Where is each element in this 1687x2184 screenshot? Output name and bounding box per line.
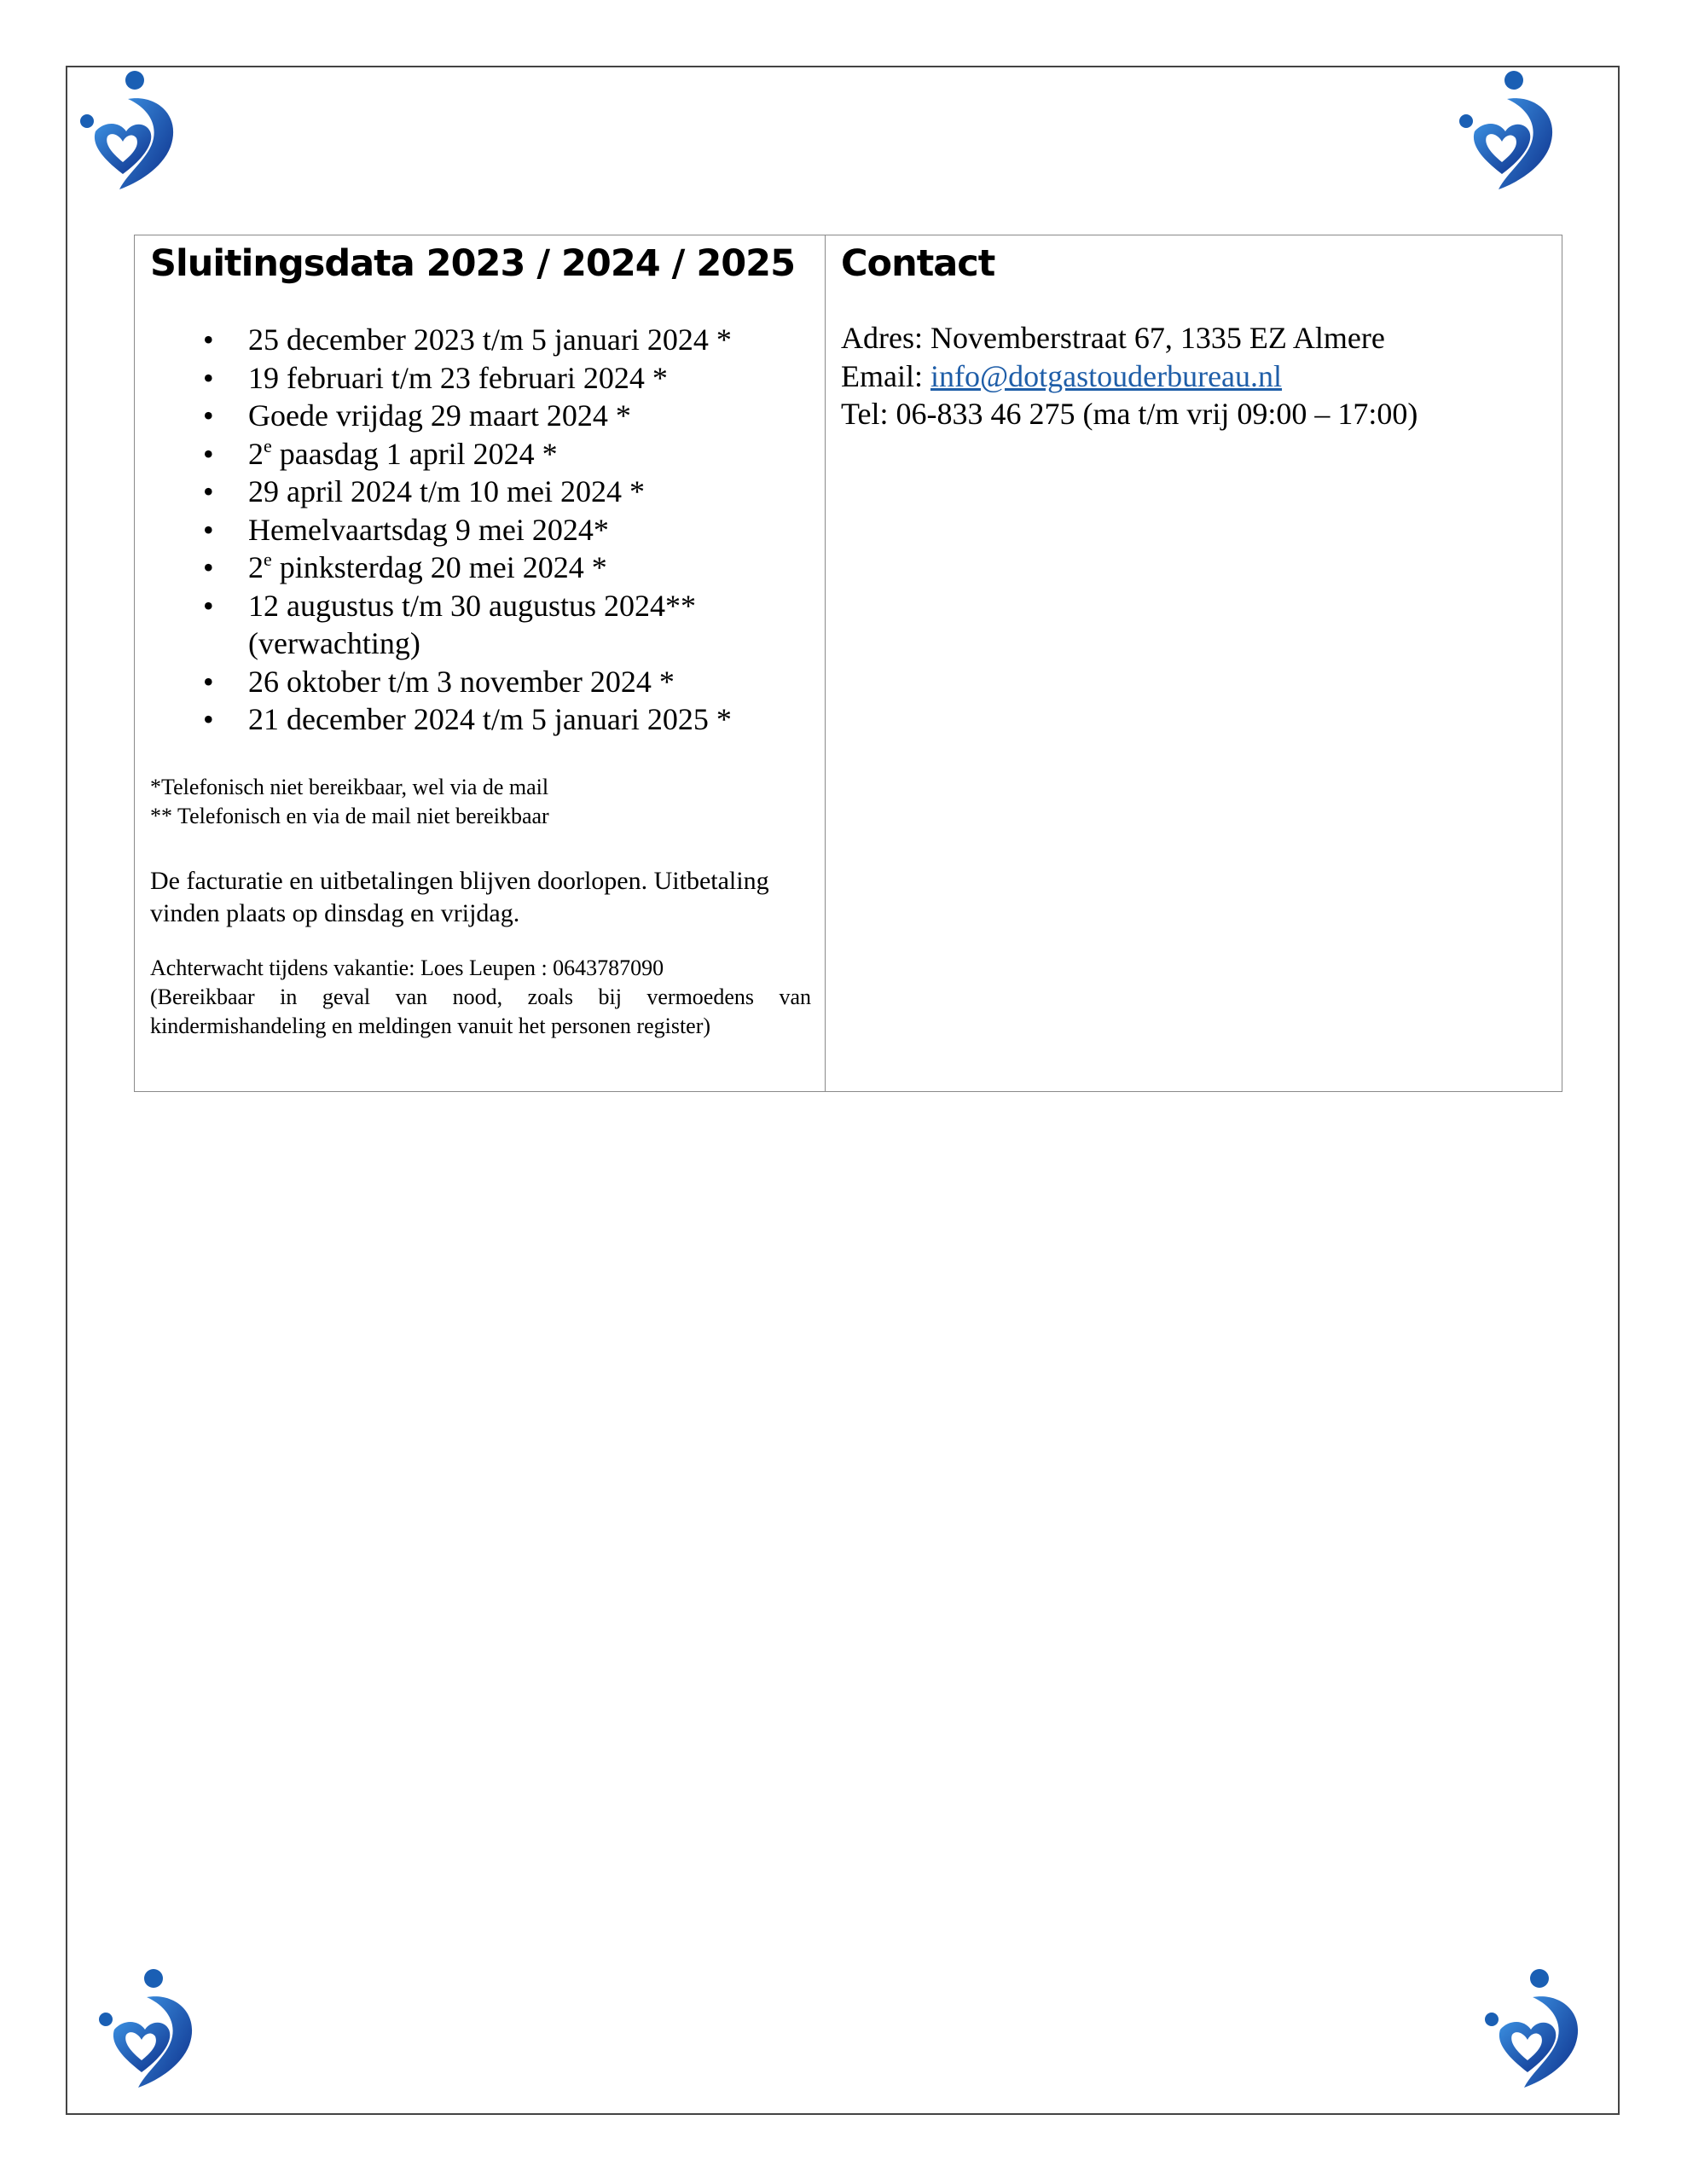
bullet-icon: • [203, 550, 214, 584]
closing-dates-heading: Sluitingsdata 2023 / 2024 / 2025 [150, 242, 796, 285]
bullet-icon: • [203, 702, 214, 736]
closing-date-text [248, 589, 696, 623]
closing-date-text [248, 361, 668, 395]
closing-date-label: 29 april 2024 t/m 10 mei 2024 * [248, 474, 645, 508]
blue-heart-family-logo-icon [75, 68, 184, 195]
closing-date-text [248, 474, 645, 508]
closing-date-label: pinksterdag 20 mei 2024 * [271, 550, 607, 584]
closing-date-item [150, 549, 811, 587]
blue-heart-family-logo-icon [1454, 68, 1563, 195]
closing-date-item [150, 473, 811, 511]
closing-date-text [248, 398, 631, 433]
contact-heading: Contact [841, 242, 995, 285]
closing-date-item [150, 587, 811, 663]
ordinal-number: 2 [248, 436, 264, 471]
invoice-notice: De facturatie en uitbetalingen blijven doorlopen. Uitbetaling vinden plaats op dinsdag en vrijdag. [150, 867, 769, 927]
closing-date-label: Hemelvaartsdag 9 mei 2024* [248, 512, 609, 547]
closing-date-item [150, 359, 811, 398]
address-label: Adres: [841, 321, 923, 355]
closing-date-item [150, 321, 811, 359]
closing-date-text [248, 513, 609, 547]
closing-date-item [150, 511, 811, 549]
closing-date-label: 21 december 2024 t/m 5 januari 2025 * [248, 702, 732, 736]
closing-date-text [248, 665, 675, 699]
contact-details [841, 319, 1417, 433]
blue-heart-family-logo-icon [94, 1966, 203, 2093]
bullet-icon: • [203, 360, 214, 395]
bullet-icon: • [203, 436, 214, 471]
bullet-icon: • [203, 398, 214, 433]
closing-date-text [248, 322, 732, 357]
closing-date-text [248, 702, 732, 736]
footnote-single-asterisk: *Telefonisch niet bereikbaar, wel via de mail [150, 775, 549, 799]
closing-date-item [150, 663, 811, 701]
email-label: Email: [841, 358, 923, 393]
backup-contact-explanation: (Bereikbaar in geval van nood, zoals bij vermoedens van kindermishandeling en meldingen vanuit het personen register) [150, 985, 811, 1038]
ordinal-suffix: e [264, 434, 272, 456]
closing-date-text [248, 434, 558, 471]
phone-label: Tel: [841, 397, 889, 431]
closing-date-item [150, 435, 811, 473]
closing-date-label: paasdag 1 april 2024 * [271, 436, 558, 471]
contact-column [826, 235, 1562, 1091]
bullet-icon: • [203, 322, 214, 357]
bullet-icon: • [203, 588, 214, 623]
address-value: Novemberstraat 67, 1335 EZ Almere [930, 321, 1385, 355]
ordinal-suffix: e [264, 549, 272, 570]
phone-line [841, 395, 1417, 433]
bullet-icon: • [203, 474, 214, 508]
closing-date-label: 12 augustus t/m 30 augustus 2024** [248, 588, 697, 623]
closing-dates-column [135, 235, 826, 1091]
closing-date-label: 26 oktober t/m 3 november 2024 * [248, 664, 675, 699]
closing-date-text [248, 550, 607, 584]
phone-value: 06-833 46 275 (ma t/m vrij 09:00 – 17:00) [896, 397, 1418, 431]
closing-date-label: Goede vrijdag 29 maart 2024 * [248, 398, 631, 433]
ordinal-number: 2 [248, 550, 264, 584]
info-table [134, 235, 1562, 1092]
closing-date-item [150, 397, 811, 435]
email-link[interactable]: info@dotgastouderbureau.nl [930, 358, 1283, 393]
closing-date-label: 19 februari t/m 23 februari 2024 * [248, 360, 668, 395]
closing-dates-list [150, 321, 811, 739]
footnote-double-asterisk: ** Telefonisch en via de mail niet bereikbaar [150, 804, 549, 828]
address-line [841, 319, 1417, 357]
bullet-icon: • [203, 664, 214, 699]
bullet-icon: • [203, 512, 214, 547]
closing-date-label: 25 december 2023 t/m 5 januari 2024 * [248, 322, 732, 357]
email-line [841, 357, 1417, 396]
closing-date-item [150, 700, 811, 739]
closing-date-note: (verwachting) [248, 626, 420, 660]
blue-heart-family-logo-icon [1480, 1966, 1589, 2093]
backup-contact-notice [150, 954, 811, 1041]
backup-contact-line: Achterwacht tijdens vakantie: Loes Leupen : 0643787090 [150, 956, 664, 980]
footnotes [150, 773, 549, 831]
